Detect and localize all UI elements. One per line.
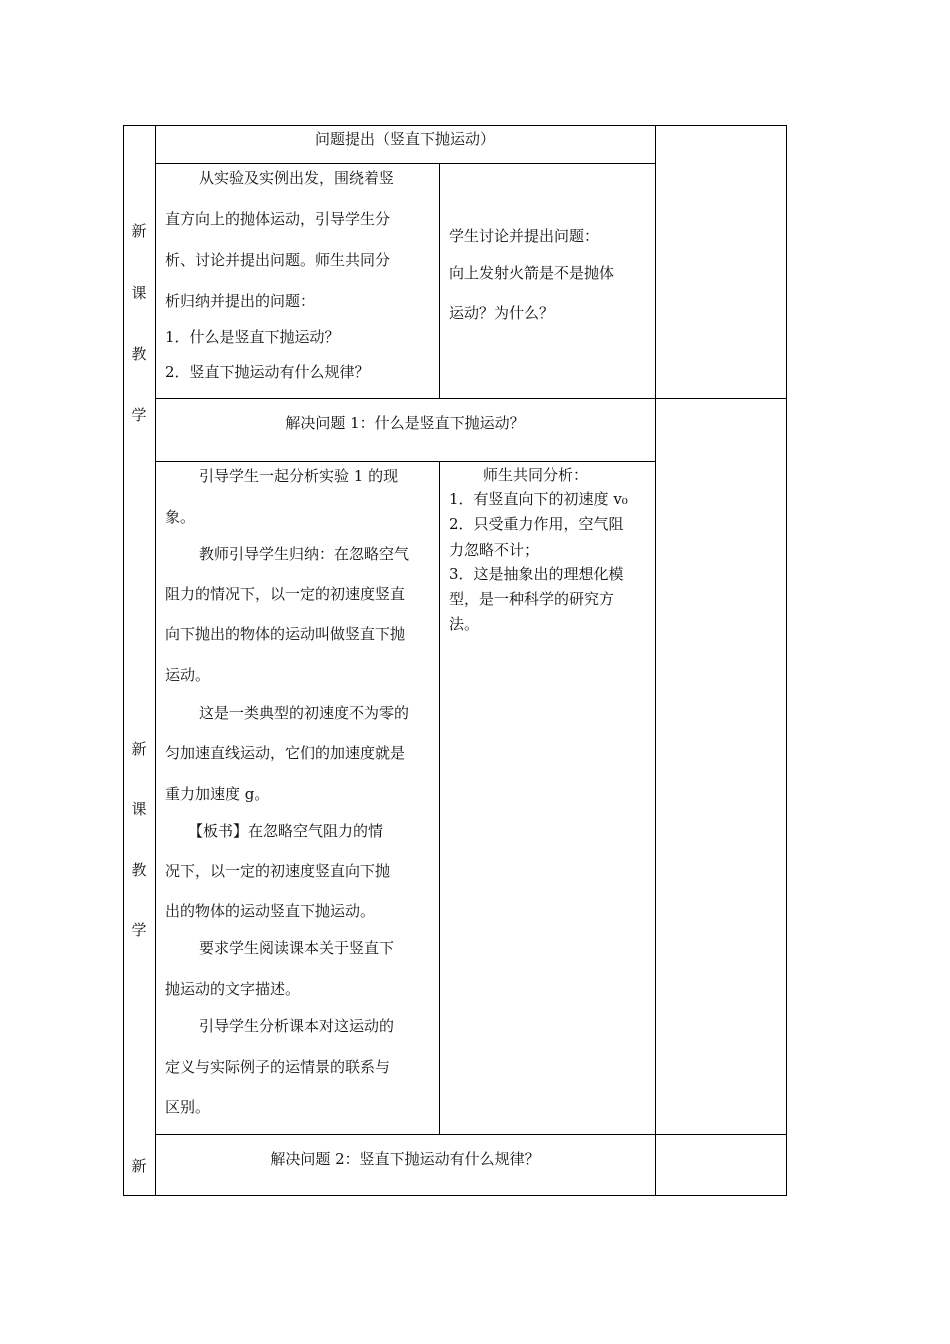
- section2-student-line: 1．有竖直向下的初速度 v₀: [449, 490, 628, 508]
- section1-column-divider: [439, 163, 440, 398]
- section2-teacher-line: 引导学生分析课本对这运动的: [199, 1017, 395, 1035]
- sidebar-char: 课: [131, 800, 147, 818]
- section2-teacher-line: 教师引导学生归纳：在忽略空气: [199, 545, 410, 563]
- section2-teacher-line: 抛运动的文字描述。: [165, 980, 301, 998]
- section2-student-line: 型，是一种科学的研究方: [449, 590, 615, 608]
- section2-teacher-line: 匀加速直线运动，它们的加速度就是: [165, 744, 406, 762]
- section2-teacher-line: 运动。: [165, 666, 211, 684]
- sidebar-divider: [155, 125, 156, 1196]
- sidebar-char: 教: [131, 345, 147, 363]
- section2-teacher-line: 引导学生一起分析实验 1 的现: [199, 467, 399, 485]
- section1-teacher-line: 2．竖直下抛运动有什么规律？: [165, 363, 370, 381]
- section2-student-line: 师生共同分析：: [483, 466, 589, 484]
- section2-header-bottom: [155, 461, 655, 462]
- section2-student-line: 2．只受重力作用，空气阻: [449, 515, 624, 533]
- section1-teacher-line: 直方向上的抛体运动，引导学生分: [165, 210, 391, 228]
- remarks-divider: [655, 125, 656, 1196]
- sidebar-char: 新: [131, 222, 147, 240]
- section1-bottom: [155, 398, 787, 399]
- section2-teacher-line: 出的物体的运动竖直下抛运动。: [165, 902, 376, 920]
- section2-teacher-line: 区别。: [165, 1098, 211, 1116]
- section2-student-line: 力忽略不计；: [449, 541, 540, 559]
- section2-teacher-line: 要求学生阅读课本关于竖直下: [199, 939, 395, 957]
- section1-teacher-line: 从实验及实例出发，围绕着竖: [199, 169, 395, 187]
- section1-teacher-line: 析、讨论并提出问题。师生共同分: [165, 251, 391, 269]
- section1-teacher-line: 1．什么是竖直下抛运动？: [165, 328, 340, 346]
- section2-student-line: 法。: [449, 615, 480, 633]
- section2-student-line: 3．这是抽象出的理想化模: [449, 565, 624, 583]
- section1-student-line: 学生讨论并提出问题：: [449, 227, 600, 245]
- sidebar-char: 新: [131, 740, 147, 758]
- section2-teacher-line: 阻力的情况下，以一定的初速度竖直: [165, 585, 406, 603]
- section2-header: 解决问题 1：什么是竖直下抛运动？: [285, 414, 525, 432]
- sidebar-char: 新: [131, 1157, 147, 1175]
- section2-teacher-line: 向下抛出的物体的运动叫做竖直下抛: [165, 625, 406, 643]
- sidebar-char: 教: [131, 861, 147, 879]
- section2-column-divider: [439, 461, 440, 1134]
- section2-teacher-line: 【板书】在忽略空气阻力的情: [188, 822, 384, 840]
- section2-teacher-line: 重力加速度 g。: [165, 785, 270, 803]
- sidebar-char: 学: [131, 406, 147, 424]
- section1-student-line: 向上发射火箭是不是抛体: [449, 264, 615, 282]
- section1-teacher-line: 析归纳并提出的问题：: [165, 292, 316, 310]
- section2-teacher-line: 象。: [165, 508, 196, 526]
- section2-bottom: [155, 1134, 787, 1135]
- section2-teacher-line: 这是一类典型的初速度不为零的: [199, 704, 410, 722]
- section2-teacher-line: 况下，以一定的初速度竖直向下抛: [165, 862, 391, 880]
- section1-header: 问题提出（竖直下抛运动）: [314, 130, 495, 148]
- sidebar-char: 学: [131, 921, 147, 939]
- section1-header-bottom: [155, 163, 655, 164]
- section1-student-line: 运动？为什么？: [449, 304, 555, 322]
- section3-header: 解决问题 2：竖直下抛运动有什么规律？: [270, 1150, 540, 1168]
- sidebar-char: 课: [131, 284, 147, 302]
- section2-teacher-line: 定义与实际例子的运情景的联系与: [165, 1058, 391, 1076]
